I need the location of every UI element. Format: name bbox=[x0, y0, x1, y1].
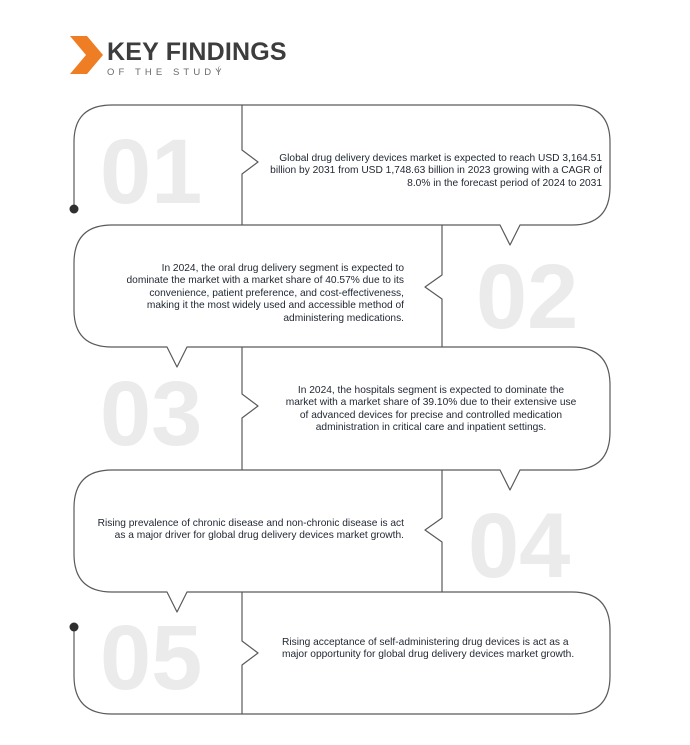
finding-number-01: 01 bbox=[100, 121, 203, 223]
page-title: KEY FINDINGS bbox=[107, 38, 287, 66]
finding-number-02: 02 bbox=[476, 246, 579, 348]
finding-text-02: In 2024, the oral drug delivery segment is expected to dominate the market with a market share of 40.57% due to its convenience, patient preference, and cost-effectiveness, making it the most widely used and accessible method of administering medications. bbox=[126, 263, 404, 324]
start-dot bbox=[70, 205, 79, 214]
finding-text-03: In 2024, the hospitals segment is expected to dominate the market with a market share of 39.10% due to their extensive use of advanced devices for precise and controlled medication administration in critical care and inpatient settings. bbox=[285, 385, 577, 434]
finding-number-03: 03 bbox=[100, 363, 203, 465]
finding-text-04: Rising prevalence of chronic disease and non-chronic disease is act as a major driver for global drug delivery devices market growth. bbox=[97, 518, 404, 542]
finding-text-05: Rising acceptance of self-administering drug devices is act as a major opportunity for global drug delivery devices market growth. bbox=[282, 637, 575, 661]
end-dot bbox=[70, 623, 79, 632]
page-subtitle: OF THE STUDY bbox=[107, 67, 226, 78]
finding-number-05: 05 bbox=[100, 607, 203, 709]
finding-number-04: 04 bbox=[468, 495, 571, 597]
finding-text-01: Global drug delivery devices market is expected to reach USD 3,164.51 billion by 2031 from USD 1,748.63 billion in 2023 growing with a CAGR of 8.0% in the forecast period of 2024 to 2031 bbox=[270, 153, 602, 189]
